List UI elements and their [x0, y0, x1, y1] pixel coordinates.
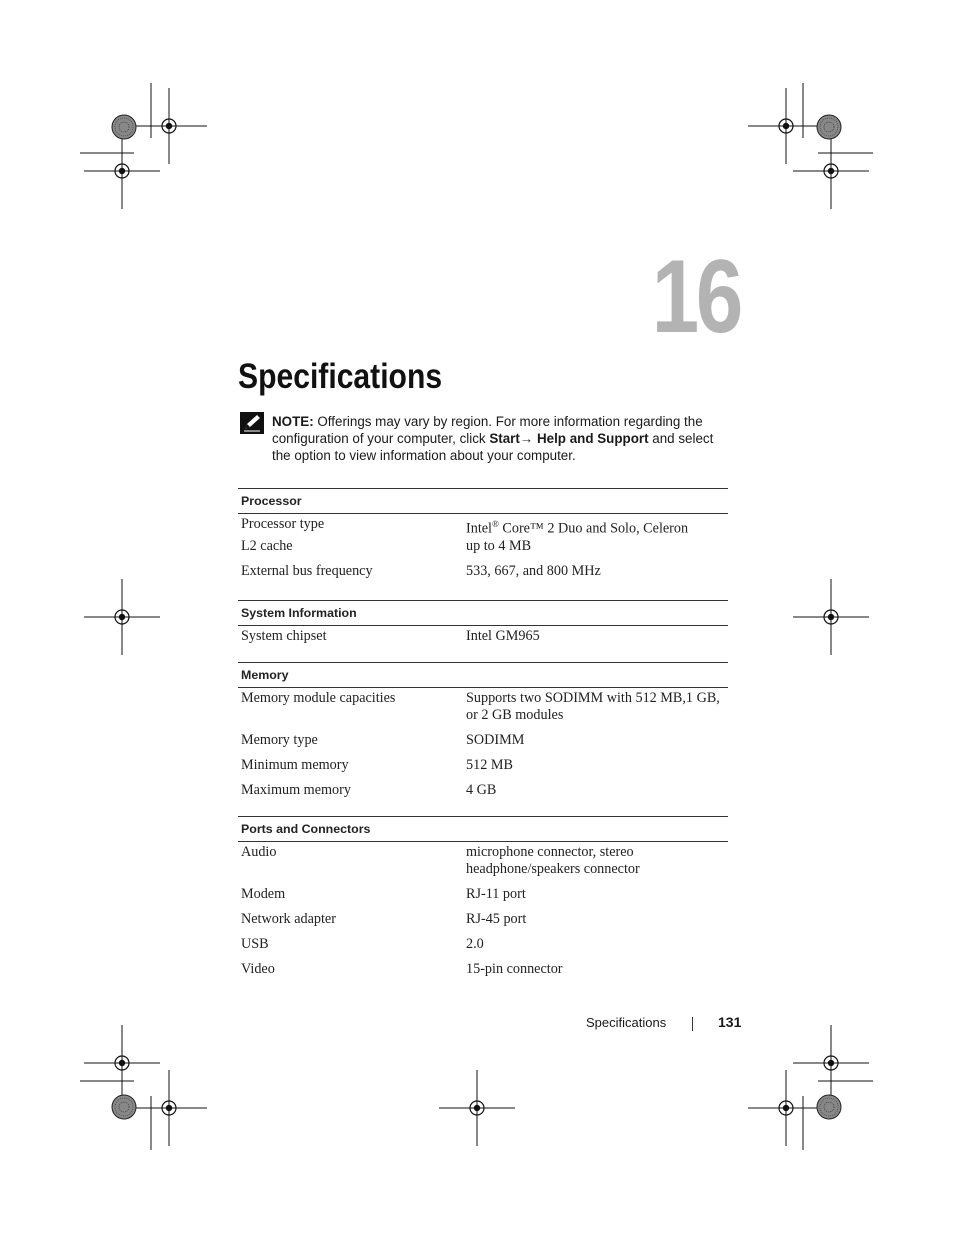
start-menu-text: Start: [489, 431, 520, 446]
processor-table: [238, 488, 728, 580]
spec-label: System chipset: [241, 628, 327, 644]
pencil-note-icon: [240, 412, 264, 434]
table-row: [238, 878, 728, 911]
page-number: 131: [718, 1014, 742, 1030]
section-heading: System Information: [238, 601, 728, 626]
table-row: [238, 911, 728, 936]
memory-table: [238, 662, 728, 799]
spec-label: Maximum memory: [241, 782, 351, 798]
table-row: [238, 936, 728, 961]
spec-value: up to 4 MB: [466, 537, 532, 554]
spec-label: USB: [241, 936, 269, 952]
arrow-icon: →: [519, 431, 534, 446]
note-text-end: and select the option to view information about your computer.: [272, 431, 714, 463]
spec-value: 512 MB: [466, 757, 513, 773]
spec-value: 4 GB: [466, 782, 497, 798]
spec-value: RJ-11 port: [466, 886, 526, 902]
spec-value: Intel® Core™ 2 Duo and Solo, Celeron: [466, 519, 689, 537]
footer-section-label: Specifications: [586, 1015, 667, 1030]
note-text: Offerings may vary by region. For more information regarding the configuration of your computer, click: [272, 414, 703, 446]
page-title: Specifications: [238, 357, 443, 396]
spec-label: Minimum memory: [241, 757, 349, 773]
table-row: [238, 626, 728, 646]
spec-label: Processor type: [241, 516, 325, 532]
table-row: [238, 842, 728, 879]
spec-value: SODIMM: [466, 732, 525, 748]
chapter-number: 16: [651, 239, 740, 355]
spec-value: microphone connector, stereo headphone/speakers connector: [466, 844, 640, 877]
spec-value: Supports two SODIMM with 512 MB,1 GB, or 2 GB modules: [466, 690, 720, 723]
ports-connectors-table: [238, 816, 728, 978]
spec-value: 2.0: [466, 936, 484, 952]
spec-value: 15-pin connector: [466, 961, 563, 977]
section-heading: Memory: [238, 663, 728, 688]
spec-label: Video: [241, 961, 275, 977]
spec-label: Modem: [241, 886, 286, 902]
spec-label: L2 cache: [241, 537, 293, 554]
spec-value: 533, 667, and 800 MHz: [466, 562, 601, 579]
table-row: [238, 563, 728, 580]
spec-label: Audio: [241, 844, 277, 860]
system-information-table: [238, 600, 728, 645]
footer-divider: [692, 1017, 693, 1031]
table-row: [238, 538, 728, 563]
section-heading: Ports and Connectors: [238, 817, 728, 842]
table-row: [238, 724, 728, 757]
help-support-text: Help and Support: [533, 431, 649, 446]
section-heading: Processor: [238, 489, 728, 514]
spec-label: Memory module capacities: [241, 690, 396, 706]
table-row: [238, 757, 728, 782]
note-paragraph: [272, 413, 728, 464]
spec-label: Memory type: [241, 732, 318, 748]
table-row: [238, 514, 728, 538]
spec-value: RJ-45 port: [466, 911, 527, 927]
table-row: [238, 782, 728, 799]
spec-label: Network adapter: [241, 911, 336, 927]
note-label: NOTE:: [272, 414, 314, 429]
spec-value: Intel GM965: [466, 628, 540, 644]
table-row: [238, 961, 728, 978]
table-row: [238, 688, 728, 725]
spec-label: External bus frequency: [241, 562, 373, 579]
